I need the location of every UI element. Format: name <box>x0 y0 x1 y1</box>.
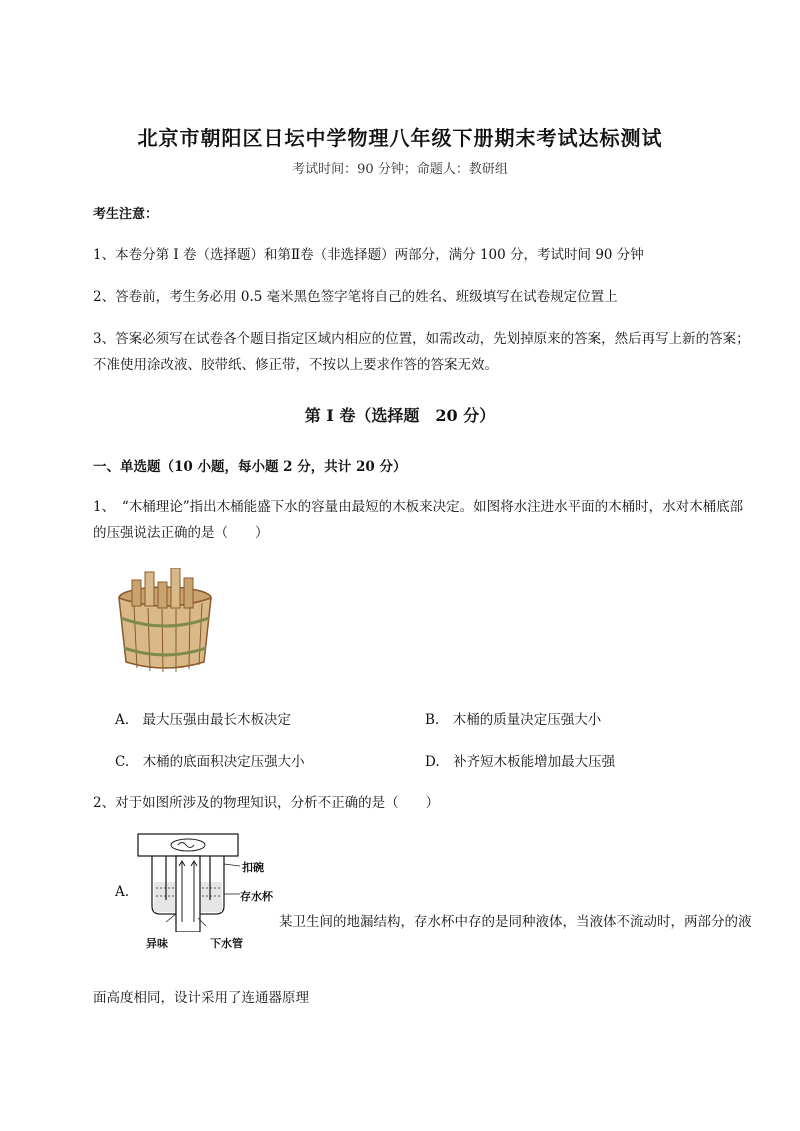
page-title: 北京市朝阳区日坛中学物理八年级下册期末考试达标测试 <box>137 126 663 150</box>
question-1-option-a[interactable]: A. 最大压强由最长木板决定 <box>115 712 292 728</box>
notice-item-3: 3、答案必须写在试卷各个题目指定区域内相应的位置，如需改动，先划掉原来的答案，然后再写上新的答案；不准使用涂改液、胶带纸、修正带，不按以上要求作答的答案无效。 <box>93 331 750 373</box>
notice-item-1: 1、本卷分第 I 卷（选择题）和第Ⅱ卷（非选择题）两部分，满分 100 分，考试时间 90 分钟 <box>93 247 644 263</box>
question-2-option-a-text: 某卫生间的地漏结构，存水杯中存的是同种液体，当液体不流动时，两部分的液面高度相同，设计采用了连通器原理 <box>93 914 752 1006</box>
exam-subtitle: 考试时间：90 分钟；命题人：教研组 <box>292 162 508 177</box>
part-heading: 一、单选题（10 小题，每小题 2 分，共计 20 分） <box>93 459 407 475</box>
question-2-option-a-label[interactable]: A. <box>115 884 130 900</box>
label-cup: 存水杯 <box>240 890 273 903</box>
section-title: 第 I 卷（选择题 20 分） <box>304 406 496 425</box>
notice-item-2: 2、答卷前，考生务必用 0.5 毫米黑色签字笔将自己的姓名、班级填写在试卷规定位置上 <box>93 289 618 305</box>
label-odor: 异味 <box>146 937 168 950</box>
question-1-option-c[interactable]: C. 木桶的底面积决定压强大小 <box>115 754 305 770</box>
question-1-stem: 1、 “木桶理论”指出木桶能盛下水的容量由最短的木板来决定。如图将水注进水平面的木桶时，水对木桶底部的压强说法正确的是（ ） <box>93 499 744 541</box>
question-2-stem: 2、对于如图所涉及的物理知识，分析不正确的是（ ） <box>93 795 440 811</box>
question-1-option-b[interactable]: B. 木桶的质量决定压强大小 <box>425 712 602 728</box>
notice-heading: 考生注意： <box>93 207 159 222</box>
label-bowl: 扣碗 <box>242 861 264 874</box>
label-pipe: 下水管 <box>210 937 243 950</box>
wooden-bucket-image <box>112 568 218 676</box>
question-1-option-d[interactable]: D. 补齐短木板能增加最大压强 <box>425 754 616 770</box>
